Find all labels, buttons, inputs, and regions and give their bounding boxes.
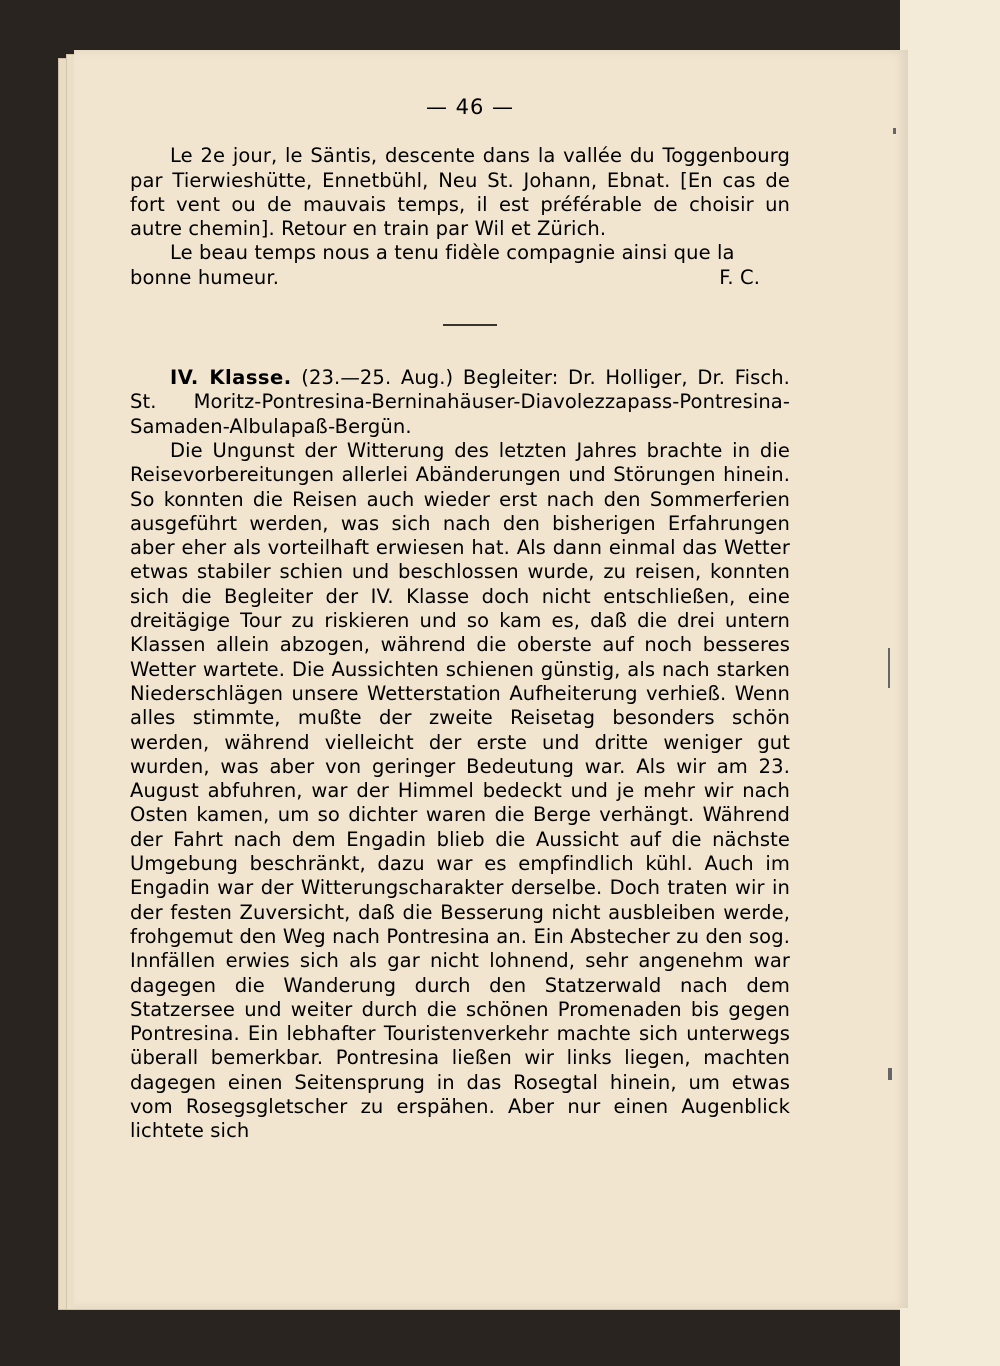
section-heading	[130, 366, 790, 439]
edge-mark	[893, 128, 896, 134]
signature-line	[130, 266, 790, 290]
facing-page-edge	[900, 0, 1000, 1366]
section-heading-klasse: IV. Klasse.	[170, 366, 292, 390]
edge-mark	[888, 648, 890, 688]
signature: F. C.	[719, 265, 760, 289]
section-divider	[443, 324, 497, 326]
french-paragraph-2: Le beau temps nous a tenu fidèle compagnie ainsi que la	[170, 241, 735, 265]
scan-background-left	[0, 0, 58, 1366]
section-heading-details: (23.—25. Aug.) Begleiter: Dr. Holliger, Dr. Fisch. St. Moritz-Pontresina-Berninahäuser-Diavolezzapass-Pontresina-Samaden-Albulapaß-Bergün.	[130, 366, 790, 438]
scan-background-top	[0, 0, 1000, 50]
edge-mark	[888, 1068, 892, 1080]
page-content	[130, 95, 790, 1144]
french-last-line: bonne humeur.	[130, 265, 280, 289]
page-number: — 46 —	[425, 95, 515, 119]
german-paragraph: Die Ungunst der Witterung des letzten Jahres brachte in die Reisevorbereitungen allerlei Abänderungen und Störungen hinein. So konnten die Reisen auch wieder erst nach den Sommerferien ausgeführt werden, was sich nach den bisherigen Erfahrungen aber eher als vorteilhaft erwiesen hat. Als dann einmal das Wetter etwas stabiler schien und beschlossen wurde, zu reisen, konnten sich die Begleiter der IV. Klasse doch nicht entschließen, eine dreitägige Tour zu riskieren und so kam es, daß die drei untern Klassen allein abzogen, während die oberste auf noch besseres Wetter wartete. Die Aussichten schienen günstig, als nach starken Niederschlägen unsere Wetterstation Aufheiterung verhieß. Wenn alles stimmte, mußte der zweite Reisetag besonders schön werden, während vielleicht der erste und dritte weniger gut wurden, was aber von geringer Bedeutung war. Als wir am 23. August abfuhren, war der Himmel bedeckt und je mehr wir nach Osten kamen, um so dichter waren die Berge verhängt. Während der Fahrt nach dem Engadin blieb die Aussicht auf die nächste Umgebung beschränkt, dazu war es empfindlich kühl. Auch im Engadin war der Witterungscharakter derselbe. Doch traten wir in der festen Zuversicht, daß die Besserung nicht ausbleiben werde, frohgemut den Weg nach Pontresina an. Ein Abstecher zu den sog. Innfällen erwies sich als gar nicht lohnend, sehr angenehm war dagegen die Wanderung durch den Statzerwald nach dem Statzersee und weiter durch die schönen Promenaden bis gegen Pontresina. Ein lebhafter Touristenverkehr machte sich unterwegs überall bemerkbar. Pontresina ließen wir links liegen, machten dagegen einen Seitensprung in das Rosegtal hinein, um etwas vom Rosegsgletscher zu erspähen. Aber nur einen Augenblick lichtete sich	[130, 438, 790, 1143]
french-paragraph-1: Le 2e jour, le Säntis, descente dans la vallée du Toggenbourg par Tierwieshütte, Ennetbühl, Neu St. Johann, Ebnat. [En cas de fort vent ou de mauvais temps, il est préférable de choisir un autre chemin]. Retour en train par Wil et Zürich.	[130, 144, 790, 241]
scan-background-bottom	[0, 1308, 1000, 1366]
